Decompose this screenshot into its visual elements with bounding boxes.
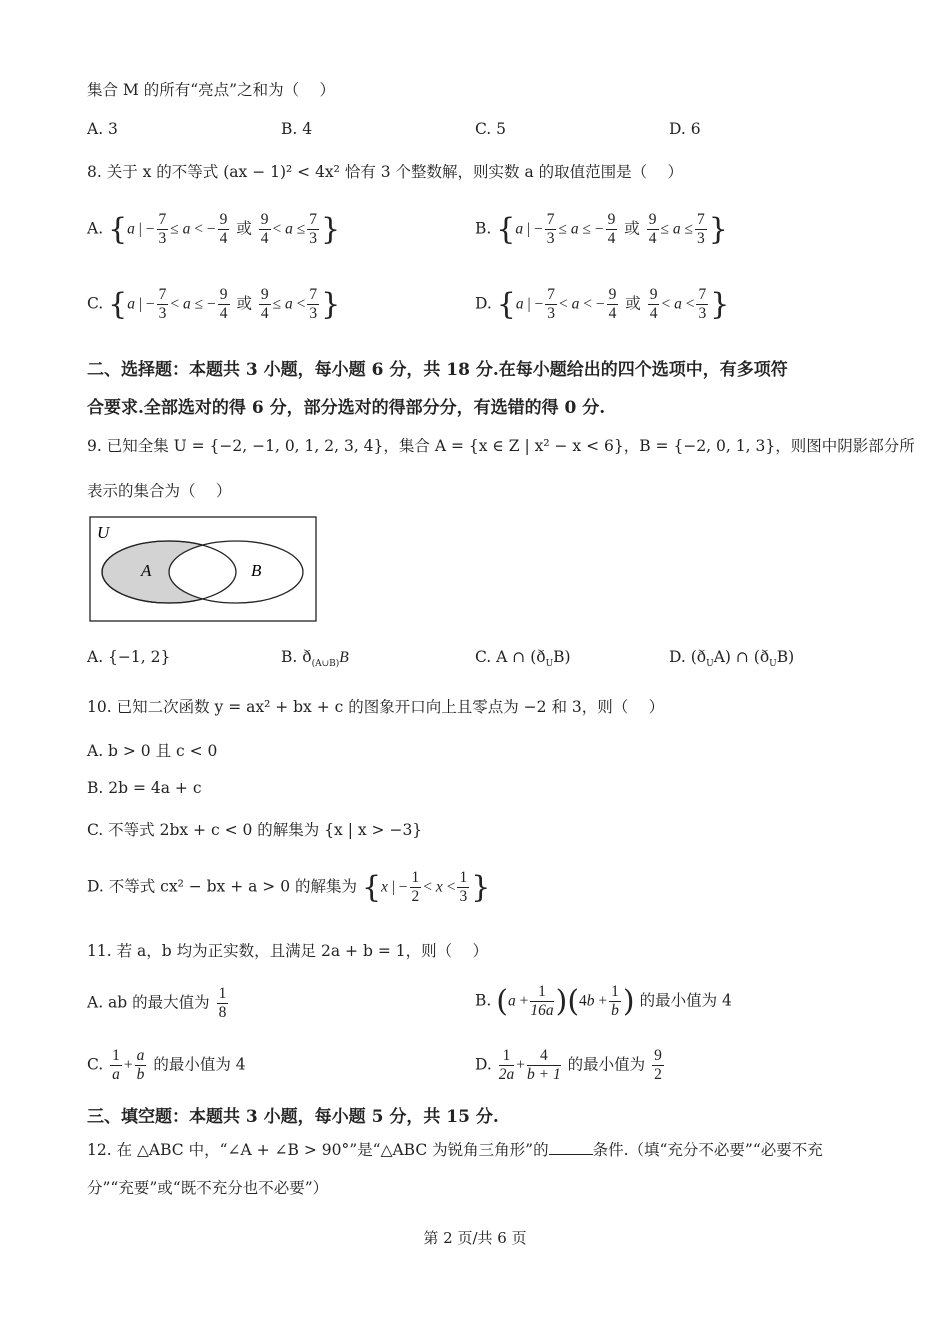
q7-option-a[interactable]: A. 3 xyxy=(87,120,118,138)
page-footer: 第 2 页/共 6 页 xyxy=(423,1229,527,1247)
q11-option-b[interactable]: B. (a + $\frac{1}{16a}$ )(4b + $\frac{1}{b}$ ) 的最小值为 4 xyxy=(475,983,732,1019)
q7-stem: 集合 M 的所有“亮点”之和为（ ） xyxy=(87,81,336,99)
q7-option-c[interactable]: C. 5 xyxy=(475,120,507,138)
q8-option-a[interactable]: A. {a | − $\frac{7}{3}$ ≤ a < − $\frac{9}{4}$ 或 $\frac{9}{4}$ < a ≤ $\frac{7}{3}$ } xyxy=(87,211,341,247)
q8-option-b[interactable]: B. {a | − $\frac{7}{3}$ ≤ a ≤ − $\frac{9}{4}$ 或 $\frac{9}{4}$ ≤ a ≤ $\frac{7}{3}$ } xyxy=(475,211,728,247)
venn-diagram xyxy=(89,516,319,624)
q12-stem-line2: 分”“充要”或“既不充分也不必要”） xyxy=(87,1179,329,1197)
q9-option-c[interactable]: C. A ∩ $(ð_UB)$ xyxy=(475,648,571,670)
venn-label-u: U xyxy=(97,523,110,542)
q9-option-a[interactable]: A. {−1, 2} xyxy=(87,648,171,666)
q8-stem: 8. 关于 x 的不等式 (ax − 1)² < 4x² 恰有 3 个整数解，则实数 a 的取值范围是（ ） xyxy=(87,163,684,181)
q12-answer-blank[interactable] xyxy=(549,1140,593,1155)
section2-heading-line1: 二、选择题：本题共 3 小题，每小题 6 分，共 18 分.在每小题给出的四个选项中，有多项符 xyxy=(87,360,788,380)
q7-option-b[interactable]: B. 4 xyxy=(281,120,313,138)
q8-option-d[interactable]: D. {a | − $\frac{7}{3}$ < a < − $\frac{9}{4}$ 或 $\frac{9}{4}$ < a < $\frac{7}{3}$ } xyxy=(475,286,730,322)
venn-label-a: A xyxy=(141,561,152,580)
q11-option-a[interactable]: A. ab 的最大值为 $\frac{1}{8}$ xyxy=(87,985,227,1021)
q10-option-a[interactable]: A. b > 0 且 c < 0 xyxy=(87,742,218,760)
q10-option-c[interactable]: C. 不等式 2bx + c < 0 的解集为 {x | x > −3} xyxy=(87,821,423,839)
q9-option-d[interactable]: D. $(ð_UA)$ ∩ $(ð_UB)$ xyxy=(669,648,795,670)
section2-heading-line2: 合要求.全部选对的得 6 分，部分选对的得部分分，有选错的得 0 分. xyxy=(87,398,606,418)
q11-option-d[interactable]: D. $\frac{1}{2a}$ + $\frac{4}{b + 1}$ 的最小值为 $\frac{9}{2}$ xyxy=(475,1047,662,1083)
q9-stem-line1: 9. 已知全集 U = {−2, −1, 0, 1, 2, 3, 4}，集合 A = {x ∈ Z | x² − x < 6}，B = {−2, 0, 1, 3}，则图中阴影部分所 xyxy=(87,437,915,455)
venn-label-b: B xyxy=(251,561,262,580)
q9-stem-line2: 表示的集合为（ ） xyxy=(87,482,232,500)
q7-option-d[interactable]: D. 6 xyxy=(669,120,701,138)
q10-option-b[interactable]: B. 2b = 4a + c xyxy=(87,779,202,797)
q11-stem: 11. 若 a，b 均为正实数，且满足 2a + b = 1，则（ ） xyxy=(87,942,489,960)
q12-stem-line1: 12. 在 △ABC 中，“∠A + ∠B > 90°”是“△ABC 为锐角三角形”的 条件.（填“充分不必要”“必要不充 xyxy=(87,1141,823,1159)
q9-option-b[interactable]: B. $ð_{(A\cup B)}B$ xyxy=(281,648,349,670)
q8-option-c[interactable]: C. {a | − $\frac{7}{3}$ < a ≤ − $\frac{9}{4}$ 或 $\frac{9}{4}$ ≤ a < $\frac{7}{3}$ } xyxy=(87,286,341,322)
section3-heading: 三、填空题：本题共 3 小题，每小题 5 分，共 15 分. xyxy=(87,1107,499,1127)
q10-option-d[interactable]: D. 不等式 cx² − bx + a > 0 的解集为 {x | − $\frac{1}{2}$ < x < $\frac{1}{3}$ } xyxy=(87,869,491,905)
q10-stem: 10. 已知二次函数 y = ax² + bx + c 的图象开口向上且零点为 −2 和 3，则（ ） xyxy=(87,698,665,716)
q11-option-c[interactable]: C. $\frac{1}{a}$ + $\frac{a}{b}$ 的最小值为 4 xyxy=(87,1047,246,1083)
